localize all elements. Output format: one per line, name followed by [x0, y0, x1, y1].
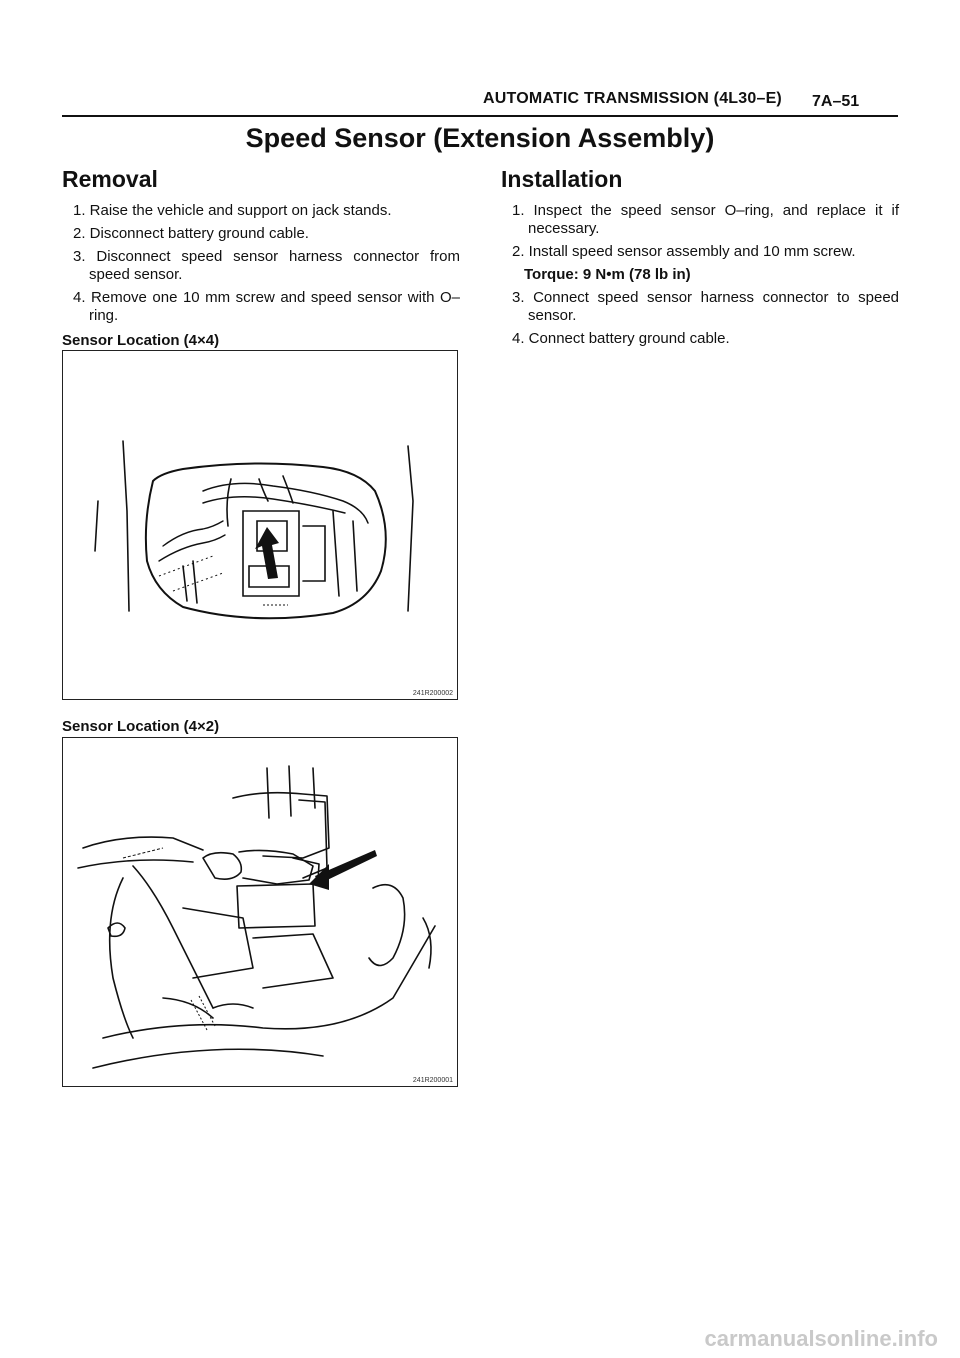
removal-step-3: 3. Disconnect speed sensor harness connector from speed sensor.	[73, 248, 460, 283]
removal-step-1: 1. Raise the vehicle and support on jack stands.	[73, 202, 392, 219]
page-title: Speed Sensor (Extension Assembly)	[245, 123, 715, 153]
figure-caption-4x2: Sensor Location (4×2)	[62, 718, 220, 735]
installation-step-2: 2. Install speed sensor assembly and 10 mm screw.	[512, 243, 856, 260]
installation-body	[501, 202, 899, 353]
removal-step-2: 2. Disconnect battery ground cable.	[73, 225, 309, 242]
illustration-4x2	[63, 738, 457, 1086]
installation-steps-continued	[501, 289, 899, 348]
figure-code-4x2: 241R200001	[412, 1077, 453, 1084]
installation-step-1: 1. Inspect the speed sensor O–ring, and replace it if necessary.	[512, 202, 899, 237]
installation-step-3: 3. Connect speed sensor harness connector to speed sensor.	[512, 289, 899, 324]
running-header-title: AUTOMATIC TRANSMISSION (4L30–E)	[483, 90, 782, 107]
installation-steps	[501, 202, 899, 261]
watermark: carmanualsonline.info	[704, 1326, 938, 1351]
illustration-4x4	[63, 351, 457, 699]
figure-code-4x4: 241R200002	[412, 690, 453, 697]
figure-sensor-location-4x4	[62, 350, 458, 700]
figure-sensor-location-4x2	[62, 737, 458, 1087]
header-divider	[62, 115, 898, 117]
removal-steps	[62, 202, 460, 330]
installation-step-4: 4. Connect battery ground cable.	[512, 330, 730, 347]
page-number: 7A–51	[812, 93, 860, 110]
removal-heading: Removal	[62, 166, 158, 192]
removal-step-4: 4. Remove one 10 mm screw and speed sensor with O–ring.	[73, 289, 460, 324]
figure-caption-4x4: Sensor Location (4×4)	[62, 332, 220, 349]
installation-heading: Installation	[501, 166, 623, 192]
torque-spec: Torque: 9 N•m (78 lb in)	[524, 266, 691, 283]
